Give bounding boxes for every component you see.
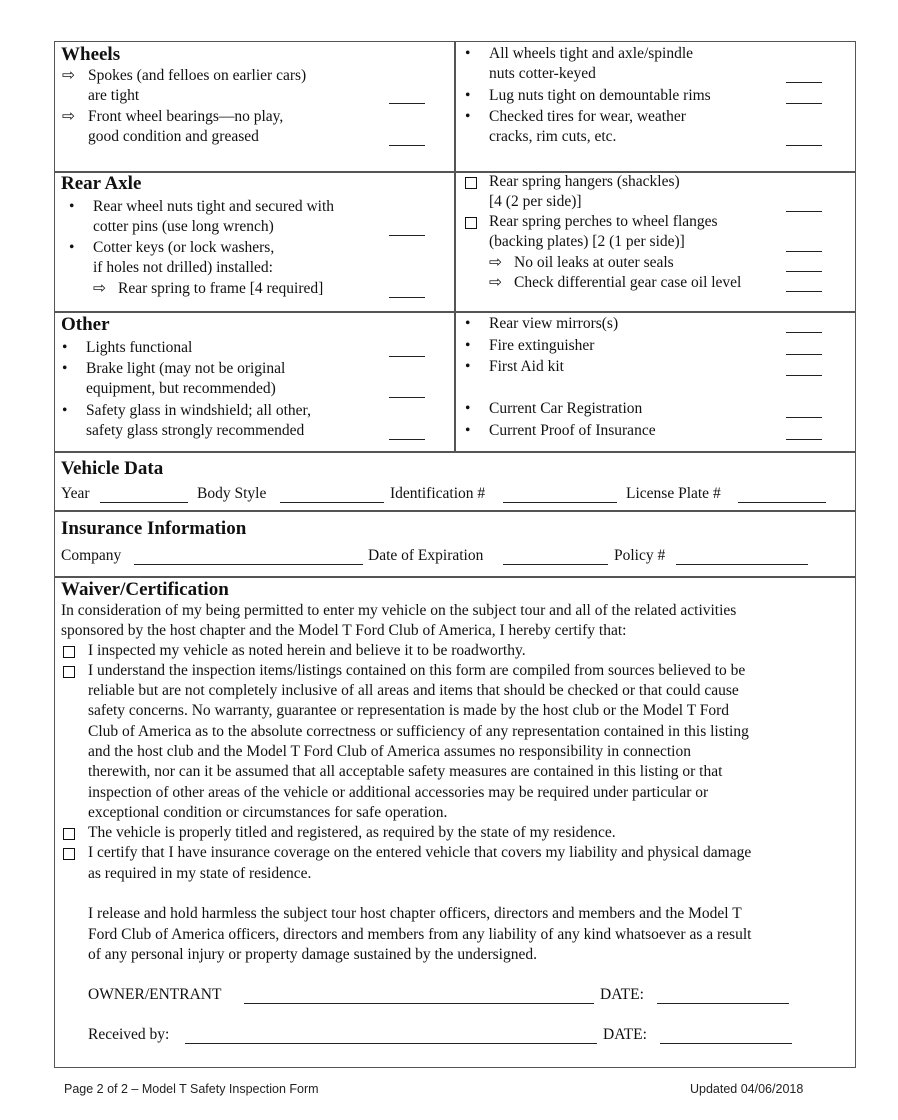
release-text: Ford Club of America officers, directors and members from any liability of any kind whatsoever as a result (88, 926, 752, 943)
other-item-3-check-line[interactable] (389, 439, 425, 440)
other-right-item-3-check-line[interactable] (786, 375, 822, 376)
certify-titled-checkbox[interactable] (63, 828, 75, 840)
wheels-right-item-1: • All wheels tight and axle/spindle (489, 44, 693, 64)
other-item-3: • Safety glass in windshield; all other, (86, 401, 311, 421)
wheels-right-item-1-cont: nuts cotter-keyed (489, 65, 596, 82)
other-item-2-cont: equipment, but recommended) (86, 380, 276, 397)
rear-axle-right-subitem-1: No oil leaks at outer seals (514, 254, 674, 271)
insurance-policy-field[interactable] (676, 564, 808, 565)
arrow-icon: ⇨ (62, 108, 75, 125)
other-item-2-check-line[interactable] (389, 397, 425, 398)
vehicle-license-plate-label: License Plate # (626, 485, 721, 502)
vehicle-body-style-field[interactable] (280, 502, 384, 503)
release-text: I release and hold harmless the subject tour host chapter officers, directors and members and the Model T (88, 905, 742, 922)
insurance-policy-label: Policy # (614, 547, 666, 564)
vehicle-identification-label: Identification # (390, 485, 486, 502)
other-right-item-4-check-line[interactable] (786, 417, 822, 418)
waiver-heading: Waiver/Certification (61, 579, 229, 600)
rear-axle-heading: Rear Axle (61, 173, 142, 194)
received-by-signature-field[interactable] (185, 1043, 597, 1044)
insurance-company-label: Company (61, 547, 122, 564)
rear-axle-right-item-1-cont: [4 (2 per side)] (489, 193, 582, 210)
rear-axle-right-subitem-2: Check differential gear case oil level (514, 274, 742, 291)
wheels-item-2-check-line[interactable] (389, 145, 425, 146)
other-right-item-5-check-line[interactable] (786, 439, 822, 440)
wheels-item-2-cont: good condition and greased (88, 128, 259, 145)
rear-axle-item-1: • Rear wheel nuts tight and secured with (93, 197, 334, 217)
waiver-intro-line: sponsored by the host chapter and the Model T Ford Club of America, I hereby certify that: (61, 622, 627, 639)
rear-axle-right-item-2-check-line[interactable] (786, 251, 822, 252)
owner-date-field[interactable] (657, 1003, 789, 1004)
other-heading: Other (61, 314, 110, 335)
wheels-right-item-3-check-line[interactable] (786, 145, 822, 146)
certify-understand-text: Club of America as to the absolute correctness or sufficiency of any representation contained in this listing (88, 723, 749, 740)
other-item-1: • Lights functional (86, 338, 192, 358)
rear-axle-subitem-check-line[interactable] (389, 297, 425, 298)
certify-titled-text: The vehicle is properly titled and registered, as required by the state of my residence. (88, 824, 616, 841)
certify-understand-text: reliable but are not completely inclusive of all areas and items that should be checked or that could cause (88, 682, 739, 699)
insurance-heading: Insurance Information (61, 518, 247, 539)
certify-understand-text: exceptional condition or circumstances for safe operation. (88, 804, 448, 821)
rear-spring-perches-checkbox[interactable] (465, 217, 477, 229)
arrow-icon: ⇨ (62, 67, 75, 84)
other-item-2: • Brake light (may not be original (86, 359, 285, 379)
arrow-icon: ⇨ (489, 254, 502, 271)
footer-updated-date: Updated 04/06/2018 (690, 1082, 804, 1096)
vehicle-identification-field[interactable] (503, 502, 617, 503)
rear-axle-item-2-cont: if holes not drilled) installed: (93, 259, 273, 276)
other-right-item-4: • Current Car Registration (489, 399, 642, 419)
waiver-intro-line: In consideration of my being permitted to enter my vehicle on the subject tour and all of the related activities (61, 602, 737, 619)
wheels-right-item-1-check-line[interactable] (786, 82, 822, 83)
wheels-right-item-3: • Checked tires for wear, weather (489, 107, 686, 127)
rear-axle-right-item-2-cont: (backing plates) [2 (1 per side)] (489, 233, 685, 250)
vehicle-license-plate-field[interactable] (738, 502, 826, 503)
other-item-3-cont: safety glass strongly recommended (86, 422, 305, 439)
rear-axle-right-item-1: Rear spring hangers (shackles) (489, 173, 680, 190)
wheels-item-1-check-line[interactable] (389, 103, 425, 104)
other-item-1-check-line[interactable] (389, 356, 425, 357)
insurance-company-field[interactable] (134, 564, 363, 565)
insurance-expiration-label: Date of Expiration (368, 547, 484, 564)
wheels-item-1-cont: are tight (88, 87, 140, 104)
owner-entrant-label: OWNER/ENTRANT (88, 986, 222, 1003)
certify-understand-text: and the host club and the Model T Ford Club of America assumes no responsibility in connection (88, 743, 691, 760)
certify-insurance-text: I certify that I have insurance coverage on the entered vehicle that covers my liability and physical damage (88, 844, 752, 861)
certify-understand-text: inspection of other areas of the vehicle or additional accessories may be required under particular or (88, 784, 709, 801)
certify-understand-text: I understand the inspection items/listings contained on this form are compiled from sources believed to be (88, 662, 746, 679)
arrow-icon: ⇨ (93, 280, 106, 297)
other-right-item-1: • Rear view mirrors(s) (489, 314, 618, 334)
rear-axle-right-subitem-2-check-line[interactable] (786, 291, 822, 292)
wheels-item-1: Spokes (and felloes on earlier cars) (88, 67, 307, 84)
rear-axle-subitem: Rear spring to frame [4 required] (118, 280, 324, 297)
vehicle-year-label: Year (61, 485, 90, 502)
certify-inspected-text: I inspected my vehicle as noted herein and believe it to be roadworthy. (88, 642, 526, 659)
rear-axle-item-1-cont: cotter pins (use long wrench) (93, 218, 274, 235)
owner-date-label: DATE: (600, 986, 644, 1003)
insurance-expiration-field[interactable] (503, 564, 608, 565)
vehicle-body-style-label: Body Style (197, 485, 267, 502)
received-date-field[interactable] (660, 1043, 792, 1044)
rear-axle-item-2: • Cotter keys (or lock washers, (93, 238, 274, 258)
arrow-icon: ⇨ (489, 274, 502, 291)
vehicle-year-field[interactable] (100, 502, 188, 503)
wheels-right-item-2-check-line[interactable] (786, 103, 822, 104)
other-right-item-3: • First Aid kit (489, 357, 564, 377)
certify-understand-text: safety concerns. No warranty, guarantee or representation is made by the host club or the Model T Ford (88, 702, 730, 719)
rear-axle-right-item-2: Rear spring perches to wheel flanges (489, 213, 718, 230)
rear-axle-right-item-1-check-line[interactable] (786, 211, 822, 212)
certify-inspected-checkbox[interactable] (63, 646, 75, 658)
certify-understand-text: therewith, nor can it be assumed that all acceptable safety measures are contained in this listing or that (88, 763, 723, 780)
wheels-right-item-3-cont: cracks, rim cuts, etc. (489, 128, 617, 145)
wheels-item-2: Front wheel bearings—no play, (88, 108, 284, 125)
rear-spring-hangers-checkbox[interactable] (465, 177, 477, 189)
vehicle-data-heading: Vehicle Data (61, 458, 164, 479)
other-right-item-2: • Fire extinguisher (489, 336, 594, 356)
received-date-label: DATE: (603, 1026, 647, 1043)
rear-axle-item-1-check-line[interactable] (389, 235, 425, 236)
certify-insurance-text: as required in my state of residence. (88, 865, 312, 882)
owner-entrant-signature-field[interactable] (244, 1003, 594, 1004)
wheels-heading: Wheels (61, 44, 121, 65)
footer-page-info: Page 2 of 2 – Model T Safety Inspection Form (64, 1082, 319, 1096)
other-right-item-2-check-line[interactable] (786, 354, 822, 355)
release-text: of any personal injury or property damage sustained by the undersigned. (88, 946, 537, 963)
received-by-label: Received by: (88, 1026, 170, 1043)
certify-understand-checkbox[interactable] (63, 666, 75, 678)
wheels-right-item-2: • Lug nuts tight on demountable rims (489, 86, 711, 106)
rear-axle-right-subitem-1-check-line[interactable] (786, 271, 822, 272)
certify-insurance-checkbox[interactable] (63, 848, 75, 860)
other-right-item-5: • Current Proof of Insurance (489, 421, 656, 441)
other-right-item-1-check-line[interactable] (786, 332, 822, 333)
